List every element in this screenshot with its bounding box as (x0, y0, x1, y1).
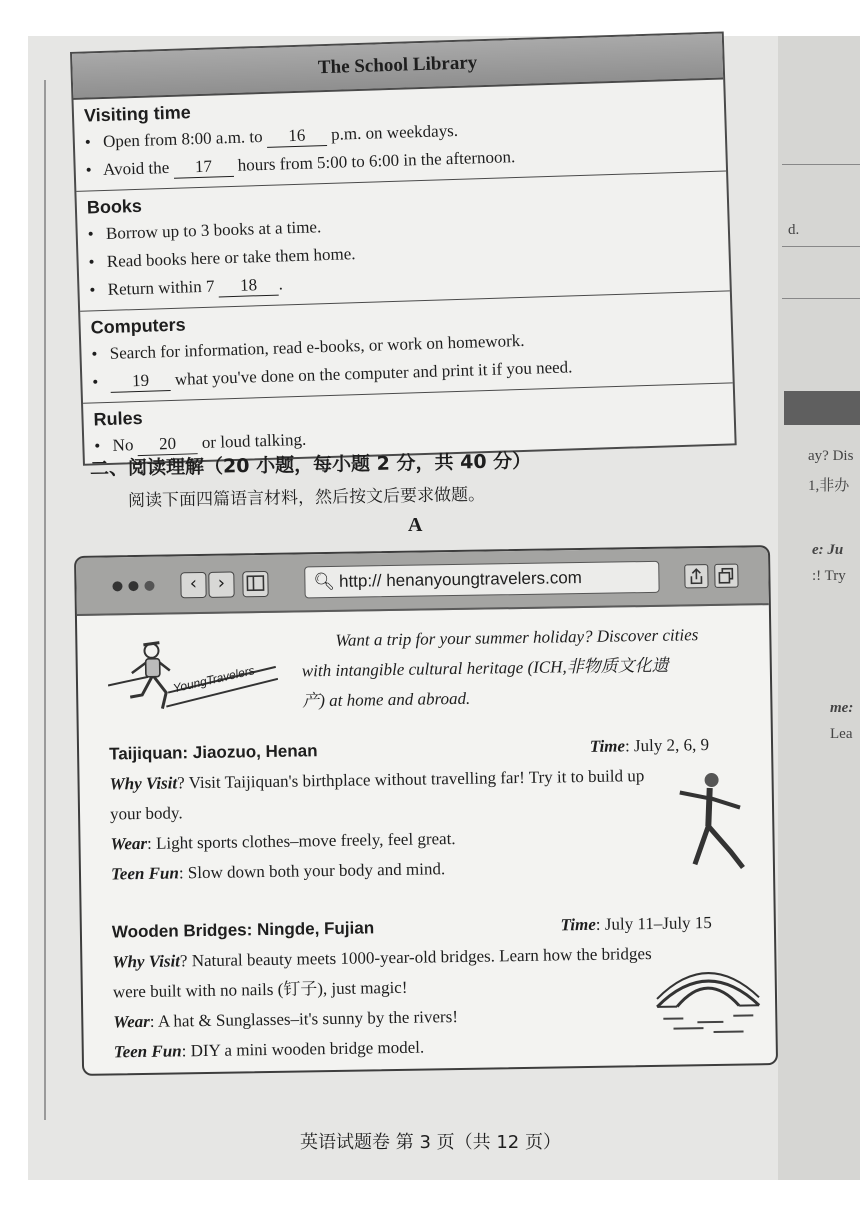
side-text: Lea (830, 726, 853, 742)
intro-line: 产) at home and abroad. (302, 688, 471, 711)
section-title: Books (86, 195, 143, 218)
row-text: Avoid the (102, 157, 170, 180)
address-bar[interactable] (304, 561, 659, 599)
intro-line: with intangible cultural heritage (ICH,非物质文化遗 (301, 655, 669, 681)
intro-paragraph (301, 619, 747, 716)
answer-blank-18[interactable]: 18 (218, 275, 279, 298)
instruction-text: 阅读下面四篇语言材料，然后按文后要求做题。 (127, 484, 486, 512)
side-text: d. (788, 222, 800, 238)
table-title: The School Library (72, 34, 723, 100)
library-notice-table (70, 31, 737, 465)
wear-line: Wear: A hat & Sunglasses–it's sunny by the rivers! (113, 1007, 459, 1032)
bullet-icon: • (84, 132, 92, 152)
window-dot-icon (144, 581, 154, 591)
why-visit-line: your body. (109, 803, 183, 824)
back-arrow-icon[interactable]: ‹ (180, 572, 206, 598)
side-text: :! Try (812, 568, 846, 584)
arch-bridge-icon (652, 961, 763, 1039)
why-visit-line: Why Visit? Visit Taijiquan's birthplace without travelling far! Try it to build up (109, 766, 645, 794)
bullet-icon: • (92, 372, 99, 392)
page-edge-line (44, 80, 46, 1120)
bullet-icon: • (89, 280, 96, 300)
row-text: p.m. on weekdays. (330, 120, 459, 144)
answer-blank-16[interactable]: 16 (267, 125, 328, 148)
intro-line: Want a trip for your summer holiday? Discover cities (335, 625, 699, 650)
adjacent-page-strip (778, 36, 860, 1180)
entry-title: Taijiquan: Jiaozuo, Henan (108, 741, 318, 764)
sidebar-toggle-icon[interactable] (242, 571, 268, 597)
svg-text:YoungTravelers: YoungTravelers (171, 663, 256, 696)
window-dot-icon (112, 581, 122, 591)
side-text: e: Ju (812, 542, 844, 558)
search-icon: 🔍︎ (313, 571, 336, 593)
bullet-icon: • (91, 344, 98, 364)
divider (782, 164, 860, 165)
teen-fun-line: Teen Fun: DIY a mini wooden bridge model. (113, 1037, 425, 1062)
divider (782, 246, 860, 247)
section-title: Visiting time (83, 102, 191, 126)
why-visit-line: Why Visit? Natural beauty meets 1000-year-old bridges. Learn how the bridges (112, 943, 652, 972)
bullet-icon: • (85, 160, 92, 180)
section-title: Rules (93, 407, 143, 430)
browser-window-illustration (74, 545, 778, 1076)
answer-blank-20[interactable]: 20 (137, 433, 198, 456)
trip-entry-taijiquan (109, 729, 751, 889)
row-text: hours from 5:00 to 6:00 in the afternoon. (237, 147, 516, 175)
why-visit-line: were built with no nails (钉子), just magic! (112, 977, 408, 1002)
row-text: Read books here or take them home. (106, 244, 356, 271)
young-travelers-logo (107, 635, 279, 738)
entry-time: Time: July 11–July 15 (560, 913, 712, 935)
section-title: Computers (90, 314, 186, 338)
row-text: . (278, 274, 284, 294)
divider (782, 298, 860, 299)
row-text: No (112, 435, 134, 455)
row-text: Search for information, read e-books, or work on homework. (109, 330, 525, 363)
tabs-icon[interactable] (714, 564, 738, 588)
share-icon[interactable] (684, 564, 708, 588)
bullet-icon: • (88, 252, 95, 272)
side-text: 1,非办 (808, 478, 850, 494)
answer-blank-19[interactable]: 19 (110, 370, 171, 393)
entry-time: Time: July 2, 6, 9 (589, 735, 710, 756)
browser-toolbar (76, 547, 769, 616)
bullet-icon: • (94, 436, 101, 456)
passage-letter: A (408, 514, 423, 536)
dark-band (784, 391, 860, 425)
row-text: what you've done on the computer and print it if you need. (174, 357, 573, 389)
window-dot-icon (128, 581, 138, 591)
row-text: Borrow up to 3 books at a time. (105, 217, 322, 243)
page-footer: 英语试题卷 第 3 页（共 12 页） (300, 1132, 561, 1153)
books-section (76, 171, 729, 311)
row-text: or loud talking. (201, 429, 307, 453)
forward-arrow-icon[interactable]: › (208, 571, 234, 597)
bullet-icon: • (87, 224, 94, 244)
side-text: ay? Dis (808, 448, 854, 464)
taijiquan-figure-icon (669, 767, 751, 878)
row-text: Return within 7 (107, 276, 215, 299)
section-heading: 二、阅读理解（20 小题，每小题 2 分，共 40 分） (89, 450, 532, 480)
answer-blank-17[interactable]: 17 (173, 156, 234, 179)
row-text: Open from 8:00 a.m. to (102, 126, 263, 152)
url-text: http:// henanyoungtravelers.com (338, 568, 583, 591)
side-text: me: (830, 700, 854, 716)
teen-fun-line: Teen Fun: Slow down both your body and mind. (110, 859, 446, 884)
entry-title: Wooden Bridges: Ningde, Fujian (111, 918, 375, 942)
wear-line: Wear: Light sports clothes–move freely, feel great. (110, 829, 456, 854)
